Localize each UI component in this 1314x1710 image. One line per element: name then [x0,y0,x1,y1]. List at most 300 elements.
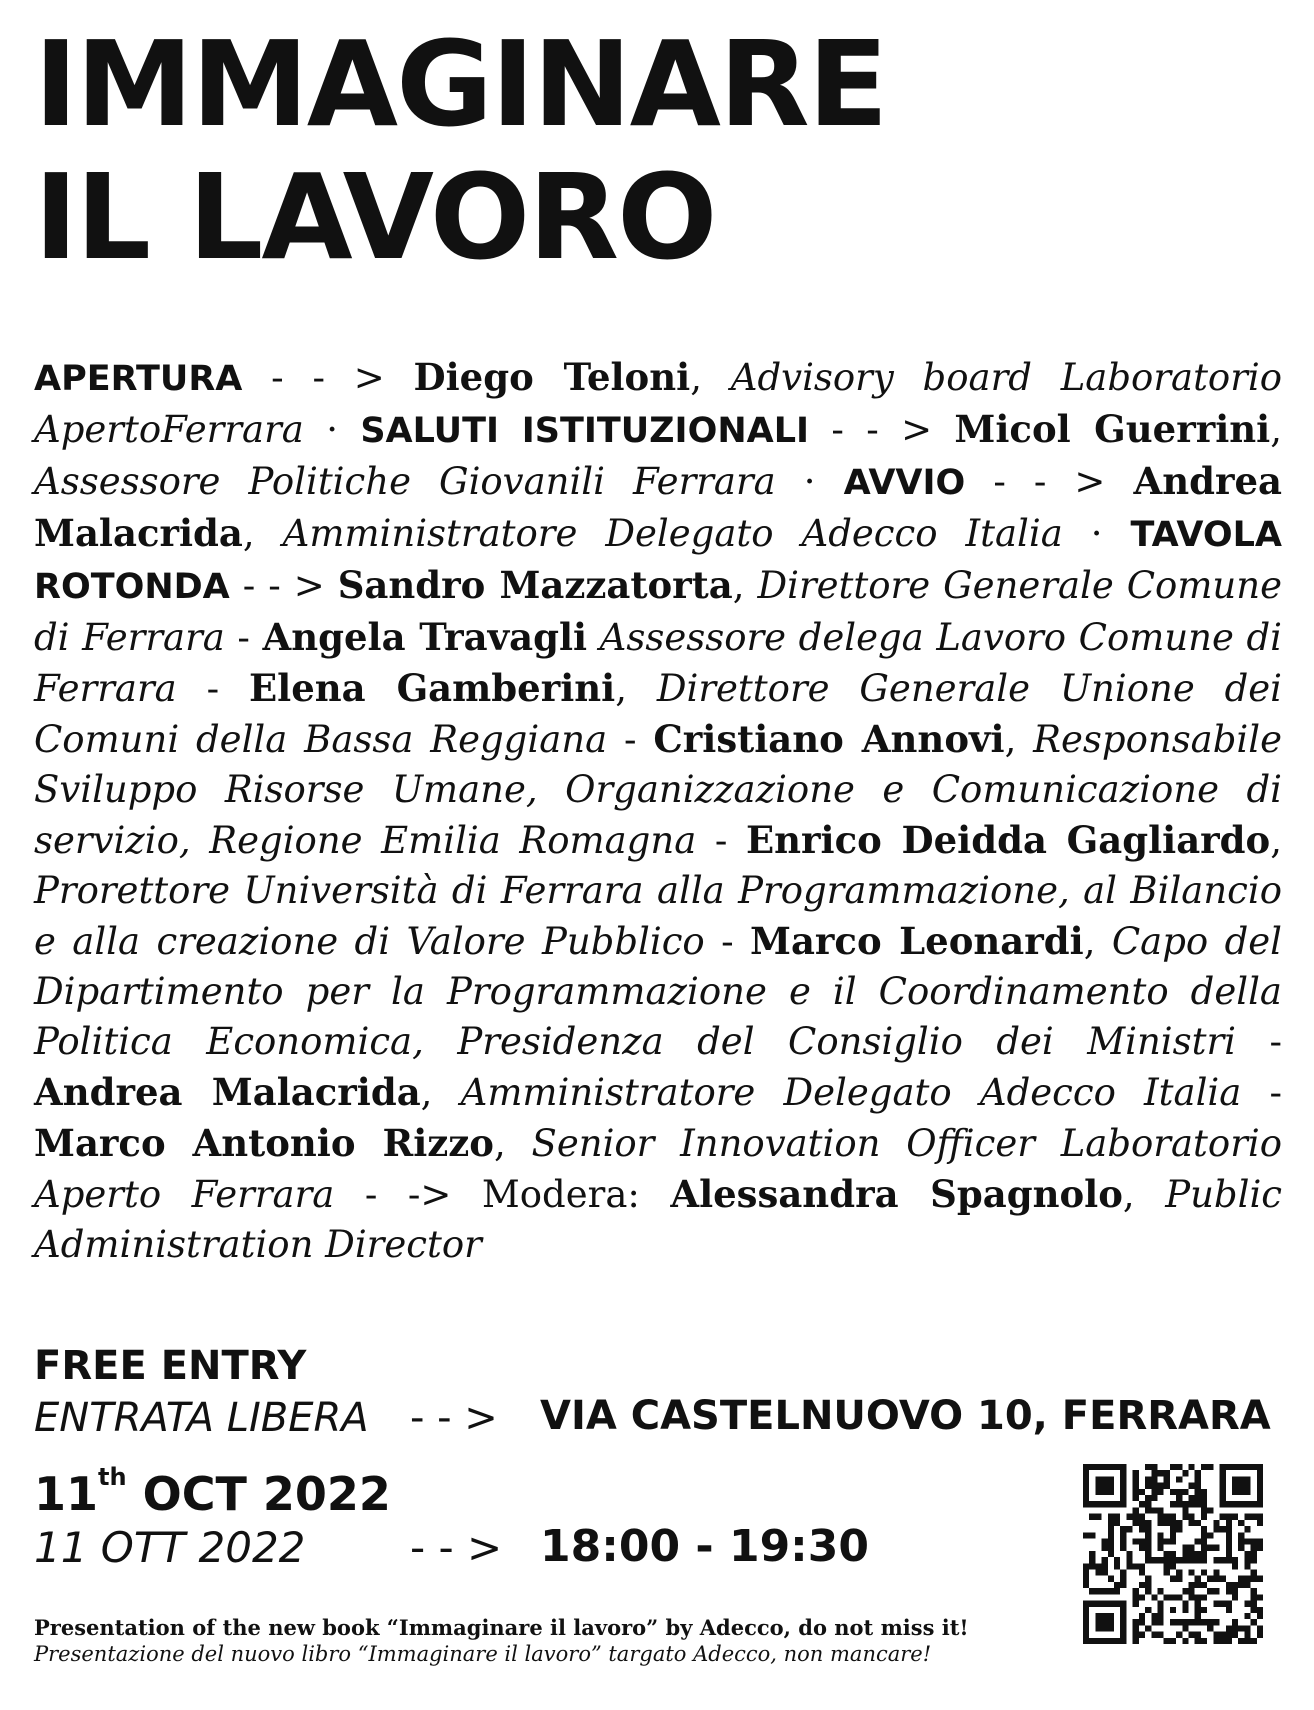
program-separator: , [732,564,758,607]
qr-module [1139,1538,1145,1544]
qr-module [1083,1476,1089,1482]
qr-module [1201,1507,1207,1513]
qr-module [1201,1557,1207,1563]
qr-module [1213,1601,1219,1607]
program-separator: , [493,1122,532,1165]
footer-it: Presentazione del nuovo libro “Immaginare il lavoro” targato Adecco, non mancare! [34,1642,932,1666]
program-section: SALUTI ISTITUZIONALI [360,411,810,451]
qr-module [1145,1557,1151,1563]
qr-module [1170,1538,1176,1544]
qr-module [1083,1607,1089,1613]
qr-module [1201,1501,1207,1507]
qr-module [1244,1638,1250,1644]
program-separator: - - > [965,460,1134,503]
qr-module [1226,1625,1232,1631]
qr-module [1114,1557,1120,1563]
program-separator: , [1004,718,1034,761]
program-speaker-name: Micol Guerrini [954,407,1271,451]
qr-module [1170,1557,1176,1563]
program-separator: - -> Modera: [334,1173,671,1216]
qr-module [1095,1514,1101,1520]
qr-module [1201,1594,1207,1600]
qr-module [1201,1538,1207,1544]
qr-module [1201,1619,1207,1625]
qr-module [1182,1507,1188,1513]
qr-module [1220,1632,1226,1638]
page-title [34,15,887,286]
qr-module [1083,1489,1089,1495]
qr-module [1102,1613,1108,1619]
qr-module [1164,1563,1170,1569]
qr-module [1226,1632,1232,1638]
qr-module [1176,1619,1182,1625]
qr-module [1189,1557,1195,1563]
qr-module [1182,1588,1188,1594]
program-speaker-role: Assessore delega Lavoro Comune di Ferrara [34,616,1283,710]
qr-module [1213,1557,1219,1563]
qr-module [1120,1470,1126,1476]
qr-module [1102,1619,1108,1625]
qr-module [1151,1495,1157,1501]
qr-module [1145,1625,1151,1631]
qr-module [1226,1526,1232,1532]
qr-module [1120,1526,1126,1532]
qr-module [1095,1588,1101,1594]
qr-module [1133,1563,1139,1569]
qr-module [1102,1501,1108,1507]
qr-module [1102,1476,1108,1482]
qr-module [1095,1601,1101,1607]
qr-module [1232,1464,1238,1470]
qr-module [1114,1514,1120,1520]
qr-module [1164,1476,1170,1482]
qr-module [1089,1532,1095,1538]
qr-module [1220,1501,1226,1507]
qr-module [1244,1563,1250,1569]
qr-module [1108,1538,1114,1544]
qr-module [1251,1607,1257,1613]
qr-module [1189,1594,1195,1600]
qr-module [1102,1557,1108,1563]
qr-module [1139,1489,1145,1495]
qr-module [1257,1520,1263,1526]
program-speaker-name: Sandro Mazzatorta [337,563,733,607]
qr-module [1083,1576,1089,1582]
qr-module [1244,1632,1250,1638]
qr-module [1157,1601,1163,1607]
qr-module [1189,1545,1195,1551]
qr-module [1170,1501,1176,1507]
qr-module [1133,1601,1139,1607]
qr-module [1133,1483,1139,1489]
qr-module [1207,1625,1213,1631]
qr-module [1176,1495,1182,1501]
qr-module [1182,1545,1188,1551]
qr-module [1220,1557,1226,1563]
qr-module [1133,1495,1139,1501]
qr-module [1120,1483,1126,1489]
qr-module [1083,1501,1089,1507]
qr-module [1151,1613,1157,1619]
event-time: 18:00 - 19:30 [540,1521,870,1572]
qr-module [1201,1489,1207,1495]
qr-module [1145,1545,1151,1551]
qr-module [1114,1601,1120,1607]
qr-module [1133,1588,1139,1594]
qr-module [1176,1570,1182,1576]
qr-module [1226,1538,1232,1544]
qr-module [1251,1514,1257,1520]
program-speaker-role: Public Administration Director [34,1173,1283,1266]
qr-module [1151,1632,1157,1638]
program-separator: - [1236,1020,1282,1063]
qr-module [1220,1638,1226,1644]
qr-module [1201,1495,1207,1501]
program-separator: - - > [229,564,338,607]
qr-module [1238,1582,1244,1588]
qr-module [1226,1532,1232,1538]
qr-module [1182,1551,1188,1557]
qr-module [1176,1557,1182,1563]
qr-module [1257,1594,1263,1600]
qr-module [1189,1495,1195,1501]
qr-module [1257,1625,1263,1631]
qr-module [1226,1588,1232,1594]
qr-module [1226,1520,1232,1526]
qr-module [1145,1495,1151,1501]
qr-module [1251,1594,1257,1600]
date-it: 11 OTT 2022 [34,1523,306,1572]
qr-module [1226,1601,1232,1607]
qr-module [1257,1489,1263,1495]
qr-module [1102,1625,1108,1631]
qr-module [1213,1545,1219,1551]
qr-module [1207,1619,1213,1625]
program-separator: , [1083,920,1112,963]
qr-module [1170,1594,1176,1600]
qr-module [1232,1483,1238,1489]
qr-module [1083,1632,1089,1638]
qr-module [1176,1632,1182,1638]
program-speaker-role: Amministratore Delegato Adecco Italia [282,512,1063,555]
qr-module [1182,1489,1188,1495]
qr-module [1207,1532,1213,1538]
qr-module [1164,1470,1170,1476]
program-separator: , [615,667,657,710]
qr-module [1133,1538,1139,1544]
qr-module [1244,1483,1250,1489]
qr-module [1195,1582,1201,1588]
qr-module [1151,1470,1157,1476]
qr-code-icon[interactable] [1083,1464,1263,1644]
qr-module [1133,1489,1139,1495]
qr-module [1120,1576,1126,1582]
qr-module [1189,1501,1195,1507]
program-speaker-role: Amministratore Delegato Adecco Italia [460,1071,1242,1114]
qr-module [1244,1526,1250,1532]
qr-module [1083,1601,1089,1607]
program-speaker-name: Elena Gamberini [248,666,616,710]
qr-module [1251,1557,1257,1563]
qr-module [1257,1483,1263,1489]
qr-module [1226,1582,1232,1588]
qr-module [1232,1563,1238,1569]
qr-module [1139,1514,1145,1520]
qr-module [1244,1613,1250,1619]
qr-module [1102,1545,1108,1551]
qr-module [1120,1495,1126,1501]
qr-module [1238,1625,1244,1631]
qr-module [1133,1520,1139,1526]
qr-module [1139,1570,1145,1576]
qr-module [1157,1538,1163,1544]
qr-module [1164,1520,1170,1526]
qr-module [1238,1483,1244,1489]
qr-module [1095,1501,1101,1507]
qr-module [1095,1483,1101,1489]
qr-module [1102,1563,1108,1569]
qr-module [1195,1483,1201,1489]
qr-module [1145,1501,1151,1507]
qr-module [1108,1638,1114,1644]
qr-module [1157,1607,1163,1613]
qr-module [1238,1532,1244,1538]
qr-module [1157,1619,1163,1625]
qr-module [1139,1526,1145,1532]
qr-module [1207,1588,1213,1594]
date-en-rest: OCT 2022 [126,1467,391,1521]
qr-module [1251,1638,1257,1644]
qr-module [1095,1563,1101,1569]
qr-module [1095,1476,1101,1482]
qr-module [1108,1551,1114,1557]
program-speaker-name: Marco Antonio Rizzo [34,1121,494,1165]
qr-module [1089,1563,1095,1569]
qr-module [1126,1551,1132,1557]
qr-module [1114,1563,1120,1569]
program-speaker-name: Marco Leonardi [750,919,1084,963]
qr-module [1157,1507,1163,1513]
footer-en: Presentation of the new book “Immaginare il lavoro” by Adecco, do not miss it! [34,1615,969,1640]
qr-module [1251,1576,1257,1582]
qr-module [1095,1489,1101,1495]
qr-module [1133,1619,1139,1625]
qr-module [1176,1576,1182,1582]
qr-module [1139,1632,1145,1638]
qr-module [1244,1476,1250,1482]
qr-module [1114,1582,1120,1588]
qr-module [1189,1570,1195,1576]
qr-module [1108,1501,1114,1507]
qr-module [1120,1625,1126,1631]
qr-module [1108,1489,1114,1495]
qr-module [1145,1520,1151,1526]
program-separator: , [242,512,283,555]
qr-module [1164,1483,1170,1489]
qr-module [1182,1601,1188,1607]
qr-module [1089,1514,1095,1520]
program-separator: - [696,819,746,862]
qr-module [1126,1514,1132,1520]
qr-module [1108,1601,1114,1607]
qr-module [1201,1607,1207,1613]
program-speaker-name: Angela Travagli [262,615,588,659]
qr-module [1213,1632,1219,1638]
qr-module [1151,1507,1157,1513]
qr-module [1108,1545,1114,1551]
qr-module [1189,1514,1195,1520]
qr-module [1089,1501,1095,1507]
qr-module [1251,1601,1257,1607]
qr-module [1226,1545,1232,1551]
qr-module [1257,1545,1263,1551]
qr-module [1108,1576,1114,1582]
qr-module [1189,1483,1195,1489]
qr-module [1083,1638,1089,1644]
qr-module [1089,1638,1095,1644]
qr-module [1120,1607,1126,1613]
qr-module [1238,1638,1244,1644]
qr-module [1201,1638,1207,1644]
qr-module [1170,1563,1176,1569]
program-separator: - [1241,1071,1282,1114]
qr-module [1195,1557,1201,1563]
qr-module [1164,1557,1170,1563]
program-speaker-role: Direttore Generale Comune di Ferrara [34,564,1282,659]
qr-module [1251,1538,1257,1544]
qr-module [1257,1607,1263,1613]
qr-module [1108,1625,1114,1631]
qr-module [1157,1514,1163,1520]
qr-module [1145,1483,1151,1489]
qr-module [1238,1464,1244,1470]
qr-module [1201,1551,1207,1557]
qr-module [1251,1551,1257,1557]
qr-module [1095,1570,1101,1576]
qr-module [1207,1464,1213,1470]
qr-module [1102,1638,1108,1644]
program-separator: , [420,1071,461,1114]
qr-module [1220,1470,1226,1476]
arrow-time: - - > [410,1523,503,1572]
qr-module [1257,1514,1263,1520]
qr-module [1257,1495,1263,1501]
qr-module [1170,1551,1176,1557]
qr-module [1220,1464,1226,1470]
qr-module [1157,1520,1163,1526]
qr-module [1182,1607,1188,1613]
qr-module [1108,1588,1114,1594]
qr-module [1226,1514,1232,1520]
qr-module [1251,1464,1257,1470]
qr-module [1139,1594,1145,1600]
qr-module [1157,1613,1163,1619]
qr-module [1195,1594,1201,1600]
qr-module [1133,1625,1139,1631]
qr-module [1195,1520,1201,1526]
qr-module [1120,1582,1126,1588]
program-section: AVVIO [843,463,966,503]
program-separator: , [1270,819,1282,862]
qr-module [1083,1582,1089,1588]
free-entry-it: ENTRATA LIBERA [34,1395,369,1441]
arrow-venue: - - > [410,1395,498,1441]
qr-module [1232,1632,1238,1638]
qr-module [1145,1582,1151,1588]
qr-module [1157,1483,1163,1489]
program-speaker-name: Diego Teloni [413,355,691,399]
qr-module [1133,1476,1139,1482]
qr-module [1114,1501,1120,1507]
qr-module [1120,1570,1126,1576]
program-separator: , [1122,1173,1166,1216]
qr-module [1232,1514,1238,1520]
qr-module [1251,1588,1257,1594]
qr-module [1232,1619,1238,1625]
program-speaker-role: Responsabile Sviluppo Risorse Umane, Organizzazione e Comunicazione di servizio, Regione Emilia Romagna [34,718,1282,862]
qr-module [1201,1532,1207,1538]
qr-module [1220,1483,1226,1489]
qr-module [1195,1501,1201,1507]
qr-module [1220,1495,1226,1501]
program-speaker-role: Assessore Politiche Giovanili Ferrara [34,460,776,503]
qr-module [1226,1551,1232,1557]
qr-module [1151,1489,1157,1495]
qr-module [1145,1538,1151,1544]
qr-module [1083,1532,1089,1538]
qr-module [1095,1464,1101,1470]
qr-module [1226,1638,1232,1644]
qr-module [1108,1483,1114,1489]
date-en-suffix: th [98,1463,127,1491]
qr-module [1145,1607,1151,1613]
qr-module [1189,1588,1195,1594]
qr-module [1195,1632,1201,1638]
qr-module [1176,1489,1182,1495]
qr-module [1195,1607,1201,1613]
qr-module [1126,1563,1132,1569]
qr-module [1244,1576,1250,1582]
qr-module [1139,1563,1145,1569]
qr-module [1151,1476,1157,1482]
qr-module [1238,1520,1244,1526]
qr-module [1170,1532,1176,1538]
title-line-1: IMMAGINARE [34,15,887,153]
qr-module [1182,1557,1188,1563]
program-separator: - [176,667,249,710]
program-separator: , [690,356,731,399]
qr-module [1139,1613,1145,1619]
qr-module [1238,1576,1244,1582]
qr-module [1095,1613,1101,1619]
qr-module [1244,1557,1250,1563]
qr-module [1170,1526,1176,1532]
qr-module [1244,1625,1250,1631]
qr-module [1157,1632,1163,1638]
qr-module [1232,1588,1238,1594]
qr-module [1120,1638,1126,1644]
program-section: TAVOLA ROTONDA [34,515,1282,607]
qr-module [1170,1514,1176,1520]
qr-module [1120,1545,1126,1551]
qr-module [1083,1625,1089,1631]
qr-module [1176,1520,1182,1526]
qr-module [1251,1619,1257,1625]
qr-module [1145,1476,1151,1482]
qr-module [1257,1576,1263,1582]
qr-module [1238,1538,1244,1544]
qr-module [1195,1613,1201,1619]
